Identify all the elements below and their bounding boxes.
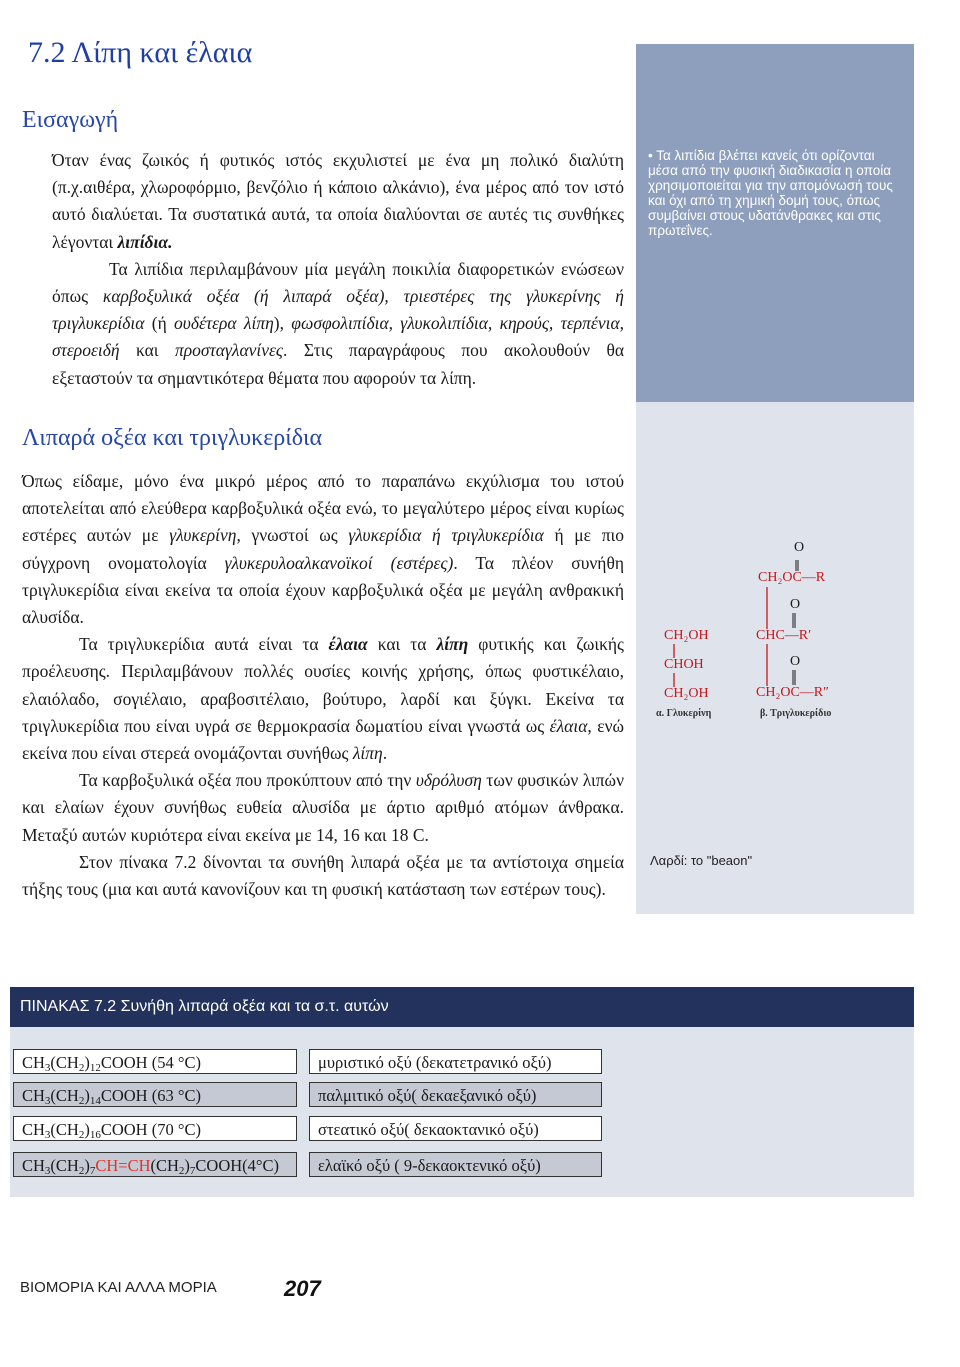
p2d: και bbox=[119, 340, 175, 361]
p2c: ), bbox=[273, 313, 292, 334]
lard-caption: Λαρδί: το "beaon" bbox=[650, 853, 753, 868]
table-row-3-name: στεατικό οξύ( δεκαοκτανικό οξύ) bbox=[309, 1116, 602, 1141]
f: ) bbox=[84, 1086, 90, 1105]
f2e: . bbox=[382, 743, 388, 764]
s: 2 bbox=[78, 1129, 85, 1141]
fatty-heading: Λιπαρά οξέα και τριγλυκερίδια bbox=[22, 425, 323, 451]
page-number: 207 bbox=[284, 1276, 321, 1301]
f: CH bbox=[22, 1053, 45, 1072]
f2i3: έλαια bbox=[549, 715, 588, 736]
intro-heading: Εισαγωγή bbox=[22, 107, 119, 133]
f1d: . Τα πλέον συνήθη τριγλυκερίδια είναι εκείνα τα οποία έχουν καρβοξυλικά οξέα με μεγάλη ανθρακική αλυσίδα. bbox=[22, 552, 624, 628]
f2d: , ενώ εκείνα που είναι στερεά ονομάζονται συνήθως bbox=[22, 715, 624, 764]
f2b: και τα bbox=[367, 634, 437, 655]
ester-line-1: CH₂OC—R bbox=[758, 570, 826, 585]
table-row-1-formula bbox=[13, 1049, 297, 1074]
f3i1: υδρόλυση bbox=[415, 770, 482, 791]
p2e: . Στις παραγράφους που ακολουθούν θα εξεταστούν τα σημαντικότερα θέματα που αφορούν τα λίπη. bbox=[52, 340, 624, 388]
table-row-4-formula bbox=[13, 1152, 297, 1177]
p2b: (ή bbox=[144, 313, 175, 334]
f2i1: έλαια bbox=[328, 634, 368, 655]
triglyceride-caption: β. Τριγλυκερίδιο bbox=[760, 708, 832, 719]
p2i3: φωσφολιπίδια, γλυκολιπίδια, κηρούς, τερπένια, στεροειδή bbox=[52, 313, 625, 361]
f: ) bbox=[84, 1053, 90, 1072]
s: 2 bbox=[78, 1062, 85, 1074]
f2i4: λίπη bbox=[352, 743, 383, 764]
table-row-3-formula bbox=[13, 1116, 297, 1141]
f: (CH bbox=[50, 1086, 79, 1105]
f2i2: λίπη bbox=[436, 634, 469, 655]
f: (CH bbox=[50, 1120, 79, 1139]
f: COOH (54 °C) bbox=[100, 1053, 201, 1072]
table-row-2-name: παλμιτικό οξύ( δεκαεξανικό οξύ) bbox=[309, 1082, 602, 1107]
s: 3 bbox=[44, 1165, 51, 1177]
fatty-paragraph-3 bbox=[22, 767, 624, 849]
f1i1: γλυκερίνη bbox=[169, 525, 237, 546]
f1i3: γλυκερυλοαλκανοϊκοί (εστέρες) bbox=[224, 552, 454, 573]
page-title: 7.2 Λίπη και έλαια bbox=[28, 36, 253, 69]
fatty-paragraph-4: Στον πίνακα 7.2 δίνονται τα συνήθη λιπαρά οξέα με τα αντίστοιχα σημεία τήξης τους (μια και αυτά κανονίζουν και τη φυσική κατάσταση των εστέρων τους). bbox=[22, 851, 624, 900]
intro-paragraph-1 bbox=[52, 147, 624, 256]
f1c: ή με πιο σύγχρονη ονοματολογία bbox=[22, 525, 624, 573]
fatty-paragraph-2 bbox=[22, 631, 624, 767]
s: 16 bbox=[89, 1129, 101, 1141]
p2i1: καρβοξυλικά οξέα (ή λιπαρά οξέα), τριεστέρες της γλυκερίνης ή τριγλυκερίδια bbox=[52, 286, 624, 334]
carbonyl-o-3: O bbox=[790, 654, 801, 669]
f1i2: γλυκερίδια ή τριγλυκερίδια bbox=[348, 525, 544, 546]
carbonyl-o-2: O bbox=[790, 597, 801, 612]
f: COOH(4°C) bbox=[195, 1156, 280, 1175]
f: COOH (63 °C) bbox=[100, 1086, 201, 1105]
ester-line-3: CH₂OC—R″ bbox=[756, 685, 829, 700]
f3b: των φυσικών λιπών και ελαίων έχουν συνήθως ευθεία αλυσίδα με άρτιο αριθμό ατόμων άνθρακα. Μεταξύ αυτών κυριότερα είναι εκείνα με 14, 16 και 18 C. bbox=[22, 770, 624, 845]
f2a: Τα τριγλυκερίδια αυτά είναι τα bbox=[79, 634, 329, 655]
f: (CH bbox=[150, 1156, 179, 1175]
p2i4: προσταγλανίνες bbox=[174, 340, 284, 361]
f: (CH bbox=[50, 1156, 79, 1175]
f3a: Τα καρβοξυλικά οξέα που προκύπτουν από την bbox=[79, 770, 416, 791]
s: 3 bbox=[44, 1095, 51, 1107]
structure-bonds bbox=[650, 560, 850, 710]
ester-line-2: CHC—R′ bbox=[756, 628, 812, 643]
s: 3 bbox=[44, 1129, 51, 1141]
glycerol-line-1: CH₂OH bbox=[664, 628, 709, 643]
s: 2 bbox=[78, 1095, 85, 1107]
s: 2 bbox=[178, 1165, 185, 1177]
table-caption: ΠΙΝΑΚΑΣ 7.2 Συνήθη λιπαρά οξέα και τα σ.τ. αυτών bbox=[10, 987, 914, 1027]
glycerol-line-3: CH₂OH bbox=[664, 686, 709, 701]
f: (CH bbox=[50, 1053, 79, 1072]
s: 7 bbox=[89, 1165, 96, 1177]
f: ) bbox=[84, 1120, 90, 1139]
s: 12 bbox=[89, 1062, 101, 1074]
f: CH bbox=[22, 1156, 45, 1175]
f: CH bbox=[22, 1120, 45, 1139]
s: 2 bbox=[78, 1165, 85, 1177]
table-row-4-name: ελαϊκό οξύ ( 9-δεκαοκτενικό οξύ) bbox=[309, 1152, 602, 1177]
fatty-paragraph-1 bbox=[22, 468, 624, 631]
s: 7 bbox=[189, 1165, 196, 1177]
glycerol-line-2: CHOH bbox=[664, 657, 704, 672]
f: ) bbox=[184, 1156, 190, 1175]
f2c: φυτικής και ζωικής προέλευσης. Περιλαμβάνουν πολλές ουσίες κοινής χρήσης, όπως φυστικέλαιο, ελαιόλαδο, σογιέλαιο, αραβοσιτέλαιο, βούτυρο, λαρδί και ξύγκι. Εκείνα τα τριγλυκερίδια που είναι υγρά σε θερμοκρασία δωματίου είναι γνωστά ως bbox=[22, 634, 624, 736]
intro-paragraph-2 bbox=[52, 256, 624, 392]
intro-text bbox=[52, 147, 624, 392]
f: COOH (70 °C) bbox=[100, 1120, 201, 1139]
intro-p1-text: Όταν ένας ζωικός ή φυτικός ιστός εκχυλιστεί με ένα μη πολικό διαλύτη (π.χ.αιθέρα, χλωροφόρμιο, βενζόλιο ή κάποιο αλκάνιο), ένα μέρος από τον ιστό αυτό διαλύεται. Τα συστατικά αυτά, τα οποία διαλύονται σε αυτές τις συνθήκες λέγονται bbox=[52, 150, 624, 252]
f: ) bbox=[84, 1156, 90, 1175]
double-bond: CH=CH bbox=[95, 1156, 151, 1175]
lipids-term: λιπίδια. bbox=[117, 231, 173, 252]
p2i2: ουδέτερα λίπη bbox=[174, 313, 274, 334]
f1b: , γνωστοί ως bbox=[236, 525, 349, 546]
s: 14 bbox=[89, 1095, 101, 1107]
sidebar-note: • Τα λιπίδια βλέπει κανείς ότι ορίζονται μέσα από την φυσική διαδικασία η οποία χρησιμοποιείται για την απομόνωσή τους και όχι από τη χημική δομή τους, όπως συμβαίνει στους υδατάνθρακες και στις πρωτεΐνες. bbox=[648, 148, 893, 238]
carbonyl-o-1: O bbox=[794, 540, 805, 555]
glycerol-caption: α. Γλυκερίνη bbox=[656, 708, 712, 719]
fatty-text bbox=[22, 468, 624, 903]
p2a: Τα λιπίδια περιλαμβάνουν μία μεγάλη ποικιλία διαφορετικών ενώσεων όπως bbox=[52, 258, 624, 307]
s: 3 bbox=[44, 1062, 51, 1074]
table-row-1-name: μυριστικό οξύ (δεκατετρανικό οξύ) bbox=[309, 1049, 602, 1074]
f1a: Όπως είδαμε, μόνο ένα μικρό μέρος από το παραπάνω εκχύλισμα του ιστού αποτελείται από ελεύθερα καρβοξυλικά οξέα ενώ, το μεγαλύτερο μέρος είναι κυρίως εστέρες αυτών με bbox=[22, 471, 624, 546]
f: CH bbox=[22, 1086, 45, 1105]
footer-book-title: ΒΙΟΜΟΡΙΑ ΚΑΙ ΑΛΛΑ ΜΟΡΙΑ bbox=[20, 1279, 217, 1296]
table-row-2-formula bbox=[13, 1082, 297, 1107]
